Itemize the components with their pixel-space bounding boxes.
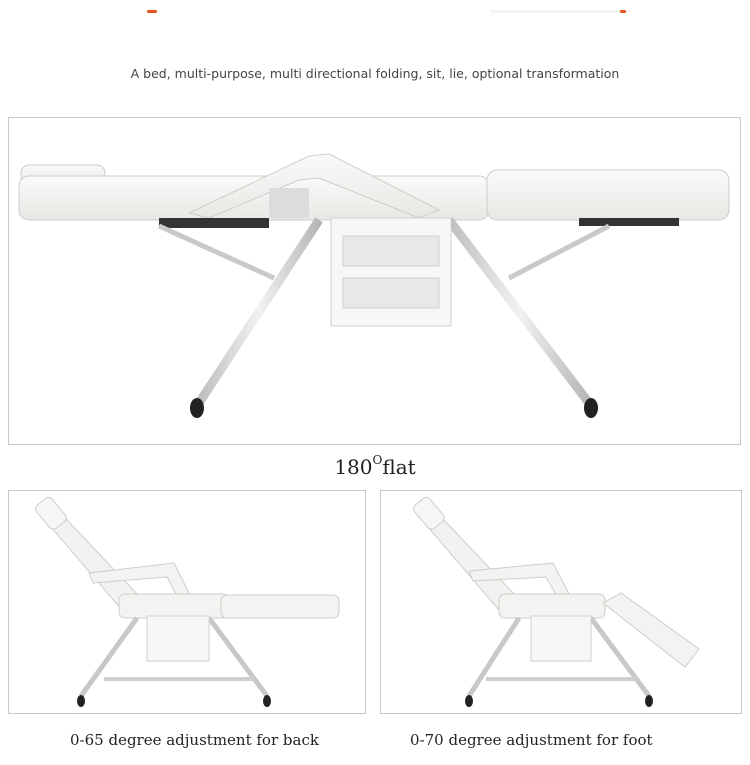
flat-bed-illustration bbox=[9, 118, 742, 446]
flat-position-caption bbox=[0, 455, 750, 479]
foot-adjustment-caption: 0-70 degree adjustment for foot bbox=[410, 731, 653, 749]
foot-lowered-bed-illustration bbox=[381, 491, 743, 715]
foot-adjustment-panel bbox=[380, 490, 742, 714]
product-tagline: A bed, multi-purpose, multi directional folding, sit, lie, optional transformation bbox=[130, 66, 620, 81]
angle-value: 180 bbox=[334, 455, 373, 479]
flat-label: flat bbox=[382, 455, 416, 479]
back-adjustment-caption: 0-65 degree adjustment for back bbox=[70, 731, 319, 749]
header-accent-mid bbox=[490, 10, 630, 13]
back-adjustment-panel bbox=[8, 490, 366, 714]
main-product-panel bbox=[8, 117, 741, 445]
header-accent-left bbox=[147, 10, 157, 13]
degree-symbol: O bbox=[372, 453, 383, 467]
header-accent-right bbox=[620, 10, 626, 13]
back-raised-bed-illustration bbox=[9, 491, 367, 715]
